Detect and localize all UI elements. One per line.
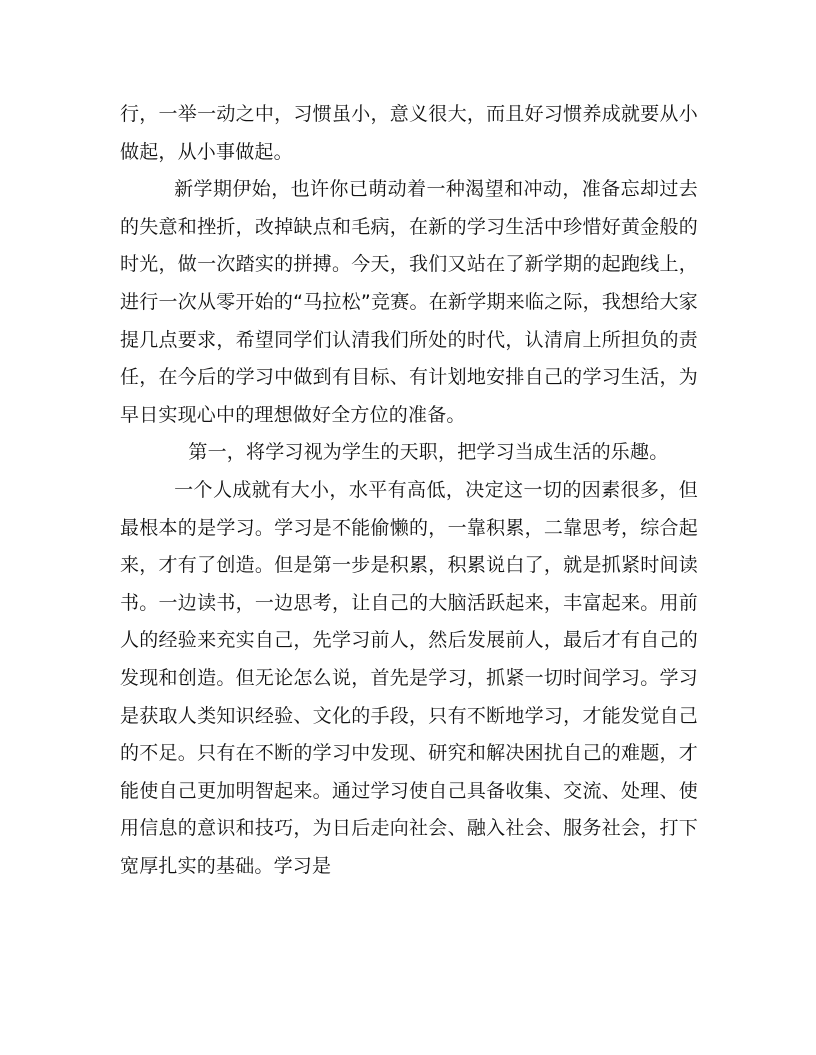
section-heading-first-point: 第一，将学习视为学生的天职，把学习当成生活的乐趣。 [188, 441, 669, 464]
paragraph-learning: 一个人成就有大小，水平有高低，决定这一切的因素很多，但最根本的是学习。学习是不能偷懒的，一靠积累，二靠思考，综合起来，才有了创造。但是第一步是积累，积累说白了，就是抓紧时间读书。一边读书，一边思考，让自己的大脑活跃起来，丰富起来。用前人的经验来充实自己，先学习前人，然后发展前人，最后才有自己的发现和创造。但无论怎么说，首先是学习，抓紧一切时间学习。学习是获取人类知识经验、文化的手段，只有不断地学习，才能发觉自己的不足。只有在不断的学习中发现、研究和解决困扰自己的难题，才能使自己更加明智起来。通过学习使自己具备收集、交流、处理、使用信息的意识和技巧，为日后走向社会、融入社会、服务社会，打下宽厚扎实的基础。学习是 [120, 478, 698, 877]
paragraph-new-semester: 新学期伊始，也许你已萌动着一种渴望和冲动，准备忘却过去的失意和挫折，改掉缺点和毛病，在新的学习生活中珍惜好黄金般的时光，做一次踏实的拼搏。今天，我们又站在了新学期的起跑线上，进行一次从零开始的“马拉松”竞赛。在新学期来临之际，我想给大家提几点要求，希望同学们认清我们所处的时代，认清肩上所担负的责任，在今后的学习中做到有目标、有计划地安排自己的学习生活，为早日实现心中的理想做好全方位的准备。 [120, 178, 698, 426]
document-body [120, 96, 698, 885]
paragraph-continuation: 行，一举一动之中，习惯虽小，意义很大，而且好习惯养成就要从小做起，从小事做起。 [120, 103, 698, 163]
